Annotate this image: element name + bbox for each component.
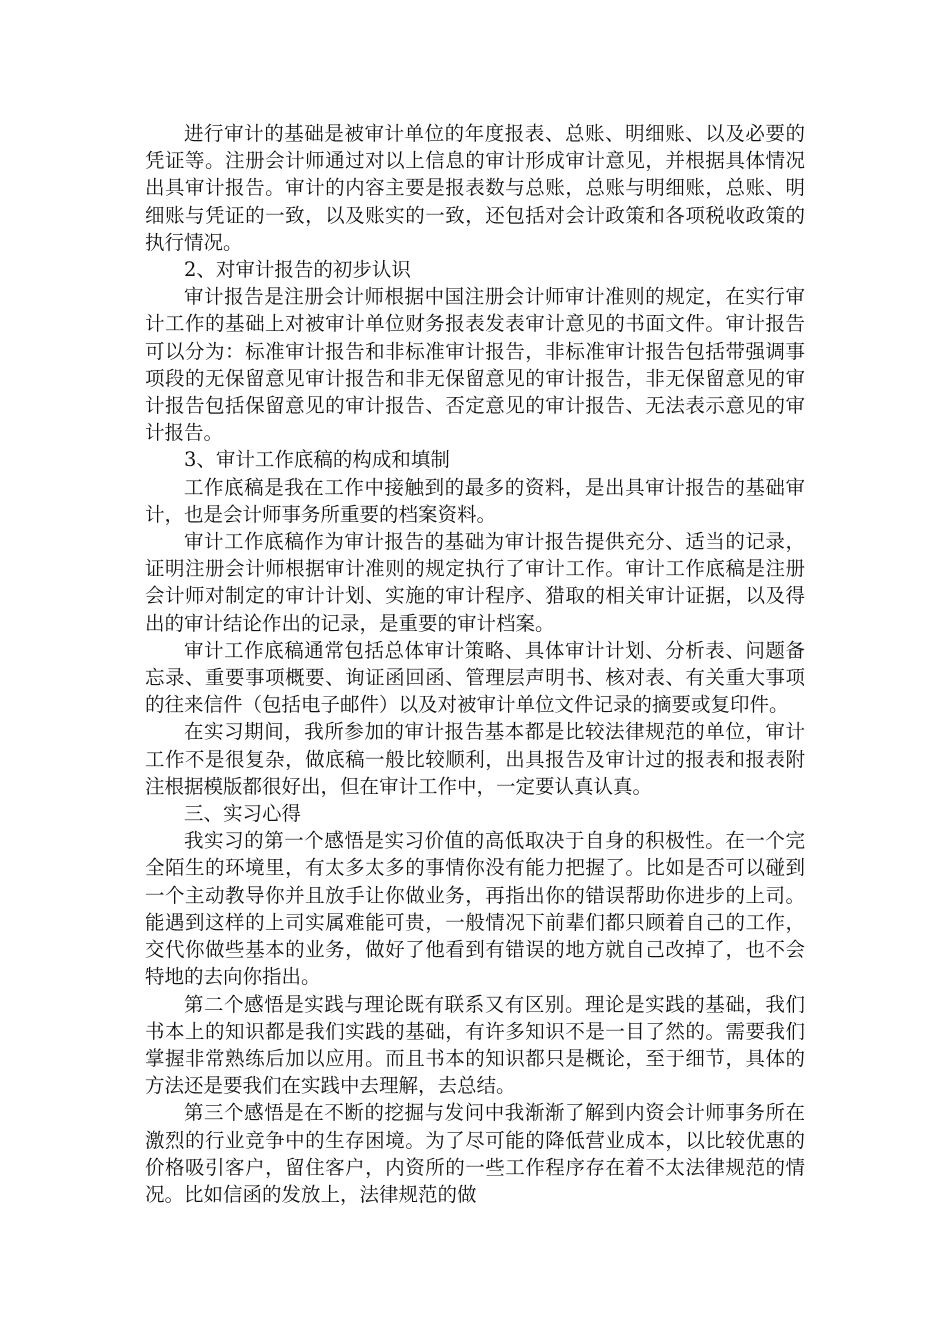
paragraph-reflection-one: 我实习的第一个感悟是实习价值的高低取决于自身的积极性。在一个完全陌生的环境里，有太多太多的事情你没有能力把握了。比如是否可以碰到一个主动教导你并且放手让你做业务，再指出你的错误帮助你进步的上司。能遇到这样的上司实属难能可贵，一般情况下前辈们都只顾着自己的工作，交代你做些基本的业务，做好了他看到有错误的地方就自己改掉了，也不会特地的去向你指出。 <box>145 829 805 989</box>
paragraph-audit-basis: 进行审计的基础是被审计单位的年度报表、总账、明细账、以及必要的凭证等。注册会计师通过对以上信息的审计形成审计意见，并根据具体情况出具审计报告。审计的内容主要是报表数与总账，总账与明细账，总账、明细账与凭证的一致，以及账实的一致，还包括对会计政策和各项税收政策的执行情况。 <box>145 122 805 254</box>
document-page <box>145 120 805 1208</box>
paragraph-internship-experience: 在实习期间，我所参加的审计报告基本都是比较法律规范的单位，审计工作不是很复杂，做底稿一般比较顺利，出具报告及审计过的报表和报表附注根据模版都很好出，但在审计工作中，一定要认真认真。 <box>145 720 805 798</box>
paragraph-working-papers-intro: 工作底稿是我在工作中接触到的最多的资料，是出具审计报告的基础审计，也是会计师事务所重要的档案资料。 <box>145 475 805 526</box>
paragraph-working-papers-role: 审计工作底稿作为审计报告的基础为审计报告提供充分、适当的记录，证明注册会计师根据审计准则的规定执行了审计工作。审计工作底稿是注册会计师对制定的审计计划、实施的审计程序、猎取的相关审计证据，以及得出的审计结论作出的记录，是重要的审计档案。 <box>145 530 805 635</box>
section-heading-reflections: 三、实习心得 <box>184 802 302 826</box>
paragraph-audit-report: 审计报告是注册会计师根据中国注册会计师审计准则的规定，在实行审计工作的基础上对被审计单位财务报表发表审计意见的书面文件。审计报告可以分为：标准审计报告和非标准审计报告，非标准审计报告包括带强调事项段的无保留意见审计报告和非无保留意见的审计报告，非无保留意见的审计报告包括保留意见的审计报告、否定意见的审计报告、无法表示意见的审计报告。 <box>145 285 805 445</box>
paragraph-reflection-two: 第二个感悟是实践与理论既有联系又有区别。理论是实践的基础，我们书本上的知识都是我们实践的基础，有许多知识不是一目了然的。需要我们掌握非常熟练后加以应用。而且书本的知识都只是概论，至于细节，具体的方法还是要我们在实践中去理解，去总结。 <box>145 992 805 1098</box>
paragraph-reflection-three: 第三个感悟是在不断的挖掘与发问中我渐渐了解到内资会计师事务所在激烈的行业竞争中的生存困境。为了尽可能的降低营业成本，以比较优惠的价格吸引客户，留住客户，内资所的一些工作程序存在着不太法律规范的情况。比如信函的发放上，法律规范的做 <box>145 1101 805 1206</box>
section-heading-working-papers: 3、审计工作底稿的构成和填制 <box>184 448 450 472</box>
section-heading-audit-report: 2、对审计报告的初步认识 <box>184 258 411 282</box>
paragraph-working-papers-contents: 审计工作底稿通常包括总体审计策略、具体审计计划、分析表、问题备忘录、重要事项概要、询证函回函、管理层声明书、核对表、有关重大事项的往来信件（包括电子邮件）以及对被审计单位文件记录的摘要或复印件。 <box>145 638 805 717</box>
